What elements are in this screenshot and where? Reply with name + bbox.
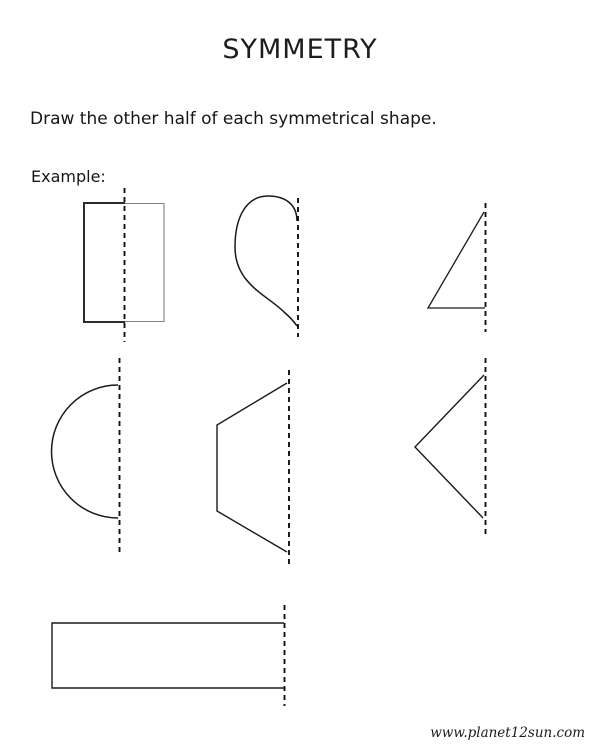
half-rectangle-shape	[52, 605, 285, 706]
half-diamond-shape	[415, 358, 486, 537]
half-heart-shape	[235, 196, 298, 337]
half-diamond-outline	[415, 375, 484, 518]
example-rectangle-given-half	[84, 203, 125, 322]
example-rectangle-shape	[84, 188, 164, 342]
footer-website-url: www.planet12sun.com	[430, 725, 585, 741]
page-title: SYMMETRY	[222, 34, 378, 65]
half-circle-shape	[52, 358, 120, 552]
half-hexagon-shape	[217, 370, 289, 567]
example-rectangle-answer-half	[125, 204, 164, 322]
half-hexagon-outline	[217, 383, 287, 552]
instruction-text: Draw the other half of each symmetrical shape.	[30, 109, 437, 129]
half-triangle-outline	[428, 212, 485, 308]
half-triangle-shape	[428, 203, 486, 332]
half-rectangle-outline	[52, 623, 284, 688]
example-label: Example:	[31, 167, 106, 186]
half-heart-outline	[235, 196, 297, 326]
half-circle-outline	[52, 385, 119, 518]
